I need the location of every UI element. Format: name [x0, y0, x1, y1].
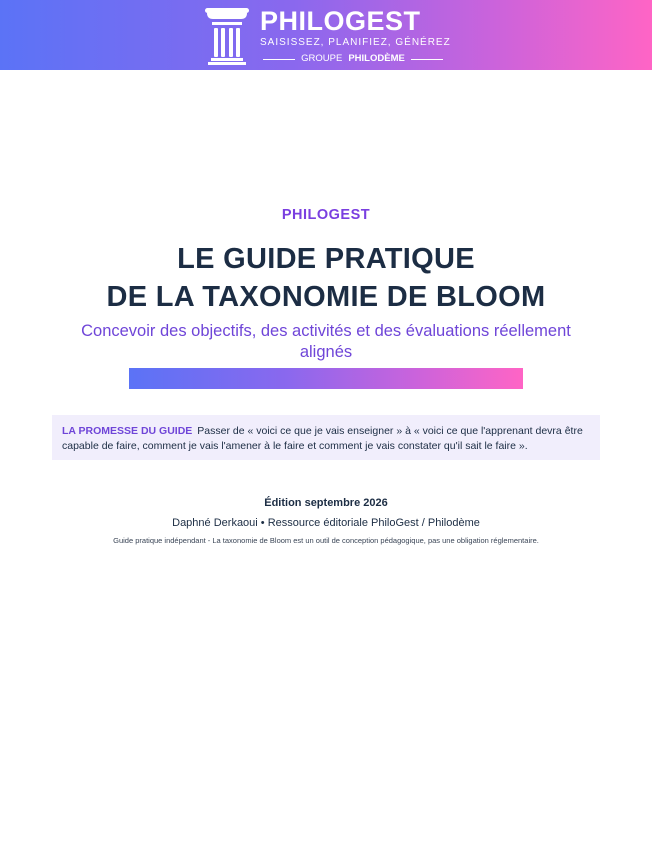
title-line-1: LE GUIDE PRATIQUE: [177, 243, 475, 275]
divider-line-right: [411, 59, 443, 60]
group-prefix: GROUPE: [301, 53, 343, 64]
brand-group: [258, 53, 448, 65]
brand-tagline: SAISISSEZ, PLANIFIEZ, GÉNÉREZ: [260, 37, 451, 48]
author-line: Daphné Derkaoui • Ressource éditoriale PhiloGest / Philodème: [172, 517, 480, 529]
gradient-bar: [129, 368, 523, 389]
page-title: [0, 240, 652, 316]
cover-subtitle: Concevoir des objectifs, des activités et des évaluations réellement alignés: [81, 322, 571, 361]
group-name: PHILODÈME: [348, 53, 405, 64]
promise-label: LA PROMESSE DU GUIDE: [62, 425, 193, 437]
promise-box: [52, 415, 600, 460]
column-pillar-icon: [203, 7, 251, 65]
divider-line-left: [263, 59, 295, 60]
title-line-2: DE LA TAXONOMIE DE BLOOM: [106, 281, 546, 313]
cover-eyebrow: PHILOGEST: [281, 207, 371, 223]
header-banner: [0, 0, 652, 70]
disclaimer: Guide pratique indépendant - La taxonomie de Bloom est un outil de conception pédagogique, pas une obligation réglementaire.: [113, 536, 539, 545]
promise-text: Passer de « voici ce que je vais enseigner » à « voici ce que l'apprenant devra être capable de faire, comment je vais l'amener à le faire et comment je vais constater qu'il sait le faire ».: [62, 425, 583, 452]
edition-date: Édition septembre 2026: [264, 497, 388, 509]
brand-name: PHILOGEST: [260, 6, 421, 36]
